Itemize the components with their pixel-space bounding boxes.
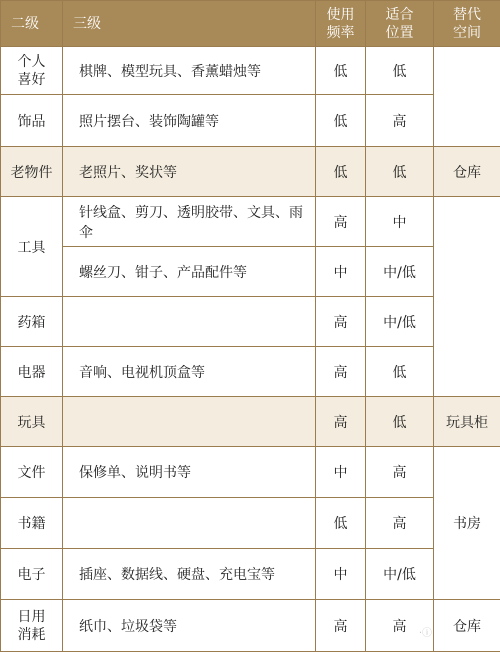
table-row [1,297,500,347]
header-row [1,1,500,47]
frequency-cell: 低 [316,95,366,147]
frequency-cell: 低 [316,47,366,95]
frequency-cell: 高 [316,397,366,447]
position-cell: 中 [366,197,434,247]
alt-space-cell-empty [434,47,500,147]
table-row [1,498,500,549]
frequency-cell: 中 [316,447,366,498]
category-cell: 电子 [1,549,63,600]
frequency-cell: 高 [316,197,366,247]
category-cell: 电器 [1,347,63,397]
header-level2: 二级 [1,1,63,47]
position-cell: 低 [366,347,434,397]
category-cell: 书籍 [1,498,63,549]
position-cell: 中/低 [366,247,434,297]
alt-space-cell: 仓库 [434,147,500,197]
table-row [1,95,500,147]
category-cell: 饰品 [1,95,63,147]
items-cell: 老照片、奖状等 [63,147,316,197]
header-level3: 三级 [63,1,316,47]
frequency-cell: 低 [316,498,366,549]
table-row [1,447,500,498]
items-cell [63,397,316,447]
alt-space-cell: 书房 [434,447,500,600]
position-cell: 低 [366,147,434,197]
frequency-cell: 高 [316,347,366,397]
frequency-cell: 中 [316,549,366,600]
category-cell: 个人 喜好 [1,47,63,95]
header-alt-space: 替代 空间 [434,1,500,47]
items-cell: 针线盒、剪刀、透明胶带、文具、雨伞 [63,197,316,247]
table-row [1,47,500,95]
position-cell: 高 [366,447,434,498]
category-cell: 工具 [1,197,63,297]
category-cell: 文件 [1,447,63,498]
table-row [1,147,500,197]
table-row [1,247,500,297]
header-frequency: 使用 频率 [316,1,366,47]
table-row [1,549,500,600]
alt-space-cell: 玩具柜 [434,397,500,447]
frequency-cell: 高 [316,600,366,652]
items-cell: 插座、数据线、硬盘、充电宝等 [63,549,316,600]
header-position: 适合 位置 [366,1,434,47]
position-cell: 中/低 [366,297,434,347]
category-cell: 日用 消耗 [1,600,63,652]
watermark-mark: ·ⓘ [419,624,432,639]
category-cell: 玩具 [1,397,63,447]
position-cell: 低 [366,47,434,95]
frequency-cell: 低 [316,147,366,197]
position-cell: 高 [366,600,434,652]
position-cell: 低 [366,397,434,447]
position-cell: 高 [366,95,434,147]
alt-space-cell: 仓库 [434,600,500,652]
items-cell: 照片摆台、装饰陶罐等 [63,95,316,147]
items-cell: 螺丝刀、钳子、产品配件等 [63,247,316,297]
items-cell [63,297,316,347]
items-cell: 棋牌、模型玩具、香薰蜡烛等 [63,47,316,95]
category-cell: 老物件 [1,147,63,197]
alt-space-cell-empty [434,197,500,397]
table-row [1,197,500,247]
position-cell: 中/低 [366,549,434,600]
items-cell: 保修单、说明书等 [63,447,316,498]
items-cell [63,498,316,549]
frequency-cell: 中 [316,247,366,297]
items-cell: 音响、电视机顶盒等 [63,347,316,397]
table-row [1,347,500,397]
frequency-cell: 高 [316,297,366,347]
position-cell: 高 [366,498,434,549]
table-row [1,397,500,447]
category-cell: 药箱 [1,297,63,347]
items-cell: 纸巾、垃圾袋等 [63,600,316,652]
